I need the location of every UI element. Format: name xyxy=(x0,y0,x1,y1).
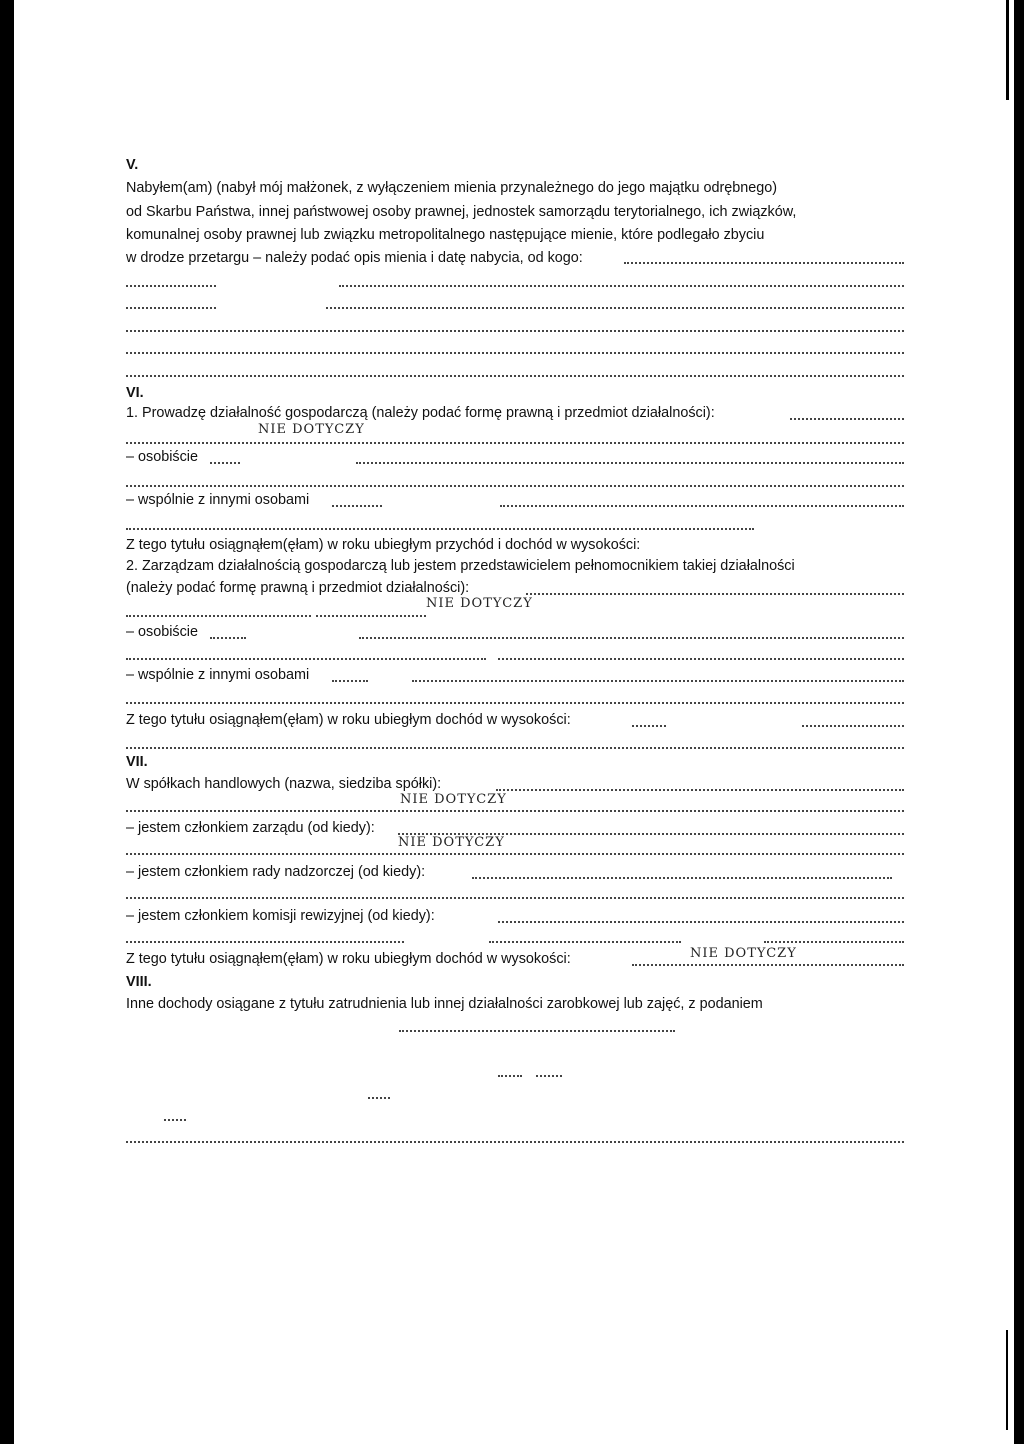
fill-line xyxy=(126,747,904,749)
fill-line xyxy=(790,418,904,420)
jointly-label: – wspólnie z innymi osobami xyxy=(126,667,310,683)
fill-line xyxy=(326,307,904,309)
section-vii-heading: VII. xyxy=(126,754,148,770)
section-v-line: w drodze przetargu – należy podać opis mienia i datę nabycia, od kogo: xyxy=(126,250,583,266)
fill-line xyxy=(126,485,904,487)
section-v-line: Nabyłem(am) (nabył mój małżonek, z wyłączeniem mienia przynależnego do jego majątku odrębnego) xyxy=(126,180,778,196)
fill-line xyxy=(368,1097,390,1099)
fill-line xyxy=(164,1119,186,1121)
handwritten-answer: NIE DOTYCZY xyxy=(400,792,507,807)
manage-business-label: 2. Zarządzam działalnością gospodarczą lub jestem przedstawicielem pełnomocnikiem takiej działalności xyxy=(126,558,795,574)
income-label: Z tego tytułu osiągnąłem(ęłam) w roku ubiegłym przychód i dochód w wysokości: xyxy=(126,537,641,553)
scan-edge-mark xyxy=(1006,1330,1008,1430)
handwritten-answer: NIE DOTYCZY xyxy=(426,596,533,611)
personal-label: – osobiście xyxy=(126,449,198,465)
section-v-line: od Skarbu Państwa, innej państwowej osoby prawnej, jednostek samorządu terytorialnego, ich związków, xyxy=(126,204,797,220)
fill-line xyxy=(126,615,311,617)
board-member-label: – jestem członkiem zarządu (od kiedy): xyxy=(126,820,375,836)
fill-line xyxy=(412,680,904,682)
handwritten-answer: NIE DOTYCZY xyxy=(258,422,365,437)
document-page xyxy=(14,0,1014,1444)
fill-line xyxy=(316,615,426,617)
handwritten-answer: NIE DOTYCZY xyxy=(690,946,797,961)
fill-line xyxy=(126,375,904,377)
income-label: Z tego tytułu osiągnąłem(ęłam) w roku ubiegłym dochód w wysokości: xyxy=(126,712,571,728)
section-v-heading: V. xyxy=(126,157,139,173)
fill-line xyxy=(526,593,904,595)
fill-line xyxy=(472,877,892,879)
fill-line xyxy=(802,725,904,727)
section-v-line: komunalnej osoby prawnej lub związku metropolitalnego następujące mienie, które podlegało zbyciu xyxy=(126,227,765,243)
fill-line xyxy=(500,505,904,507)
manage-business-label: (należy podać formę prawną i przedmiot działalności): xyxy=(126,580,470,596)
personal-label: – osobiście xyxy=(126,624,198,640)
fill-line xyxy=(126,853,904,855)
fill-line xyxy=(632,725,666,727)
fill-line xyxy=(126,702,904,704)
fill-line xyxy=(536,1075,562,1077)
fill-line xyxy=(359,637,904,639)
jointly-label: – wspólnie z innymi osobami xyxy=(126,492,310,508)
fill-line xyxy=(496,789,904,791)
fill-line xyxy=(126,897,904,899)
fill-line xyxy=(624,262,904,264)
other-income-label: Inne dochody osiągane z tytułu zatrudnienia lub innej działalności zarobkowej lub zajęć, z podaniem xyxy=(126,996,763,1012)
fill-line xyxy=(126,307,216,309)
section-vi-heading: VI. xyxy=(126,385,144,401)
fill-line xyxy=(210,637,246,639)
income-label: Z tego tytułu osiągnąłem(ęłam) w roku ubiegłym dochód w wysokości: xyxy=(126,951,571,967)
fill-line xyxy=(498,921,904,923)
fill-line xyxy=(126,1141,904,1143)
fill-line xyxy=(489,941,681,943)
scan-edge-mark xyxy=(1006,0,1009,100)
fill-line xyxy=(764,941,904,943)
fill-line xyxy=(632,964,904,966)
fill-line xyxy=(399,1030,675,1032)
business-activity-label: 1. Prowadzę działalność gospodarczą (należy podać formę prawną i przedmiot działalności): xyxy=(126,405,715,421)
supervisory-board-label: – jestem członkiem rady nadzorczej (od kiedy): xyxy=(126,864,426,880)
fill-line xyxy=(210,462,240,464)
audit-committee-label: – jestem członkiem komisji rewizyjnej (od kiedy): xyxy=(126,908,435,924)
fill-line xyxy=(126,442,904,444)
fill-line xyxy=(126,941,404,943)
fill-line xyxy=(126,658,486,660)
fill-line xyxy=(126,285,216,287)
fill-line xyxy=(498,658,904,660)
fill-line xyxy=(498,1075,522,1077)
section-viii-heading: VIII. xyxy=(126,974,152,990)
companies-label: W spółkach handlowych (nazwa, siedziba spółki): xyxy=(126,776,442,792)
fill-line xyxy=(126,330,904,332)
fill-line xyxy=(332,680,368,682)
fill-line xyxy=(126,810,904,812)
fill-line xyxy=(356,462,904,464)
handwritten-answer: NIE DOTYCZY xyxy=(398,835,505,850)
fill-line xyxy=(332,505,382,507)
fill-line xyxy=(339,285,904,287)
fill-line xyxy=(126,352,904,354)
fill-line xyxy=(126,528,754,530)
